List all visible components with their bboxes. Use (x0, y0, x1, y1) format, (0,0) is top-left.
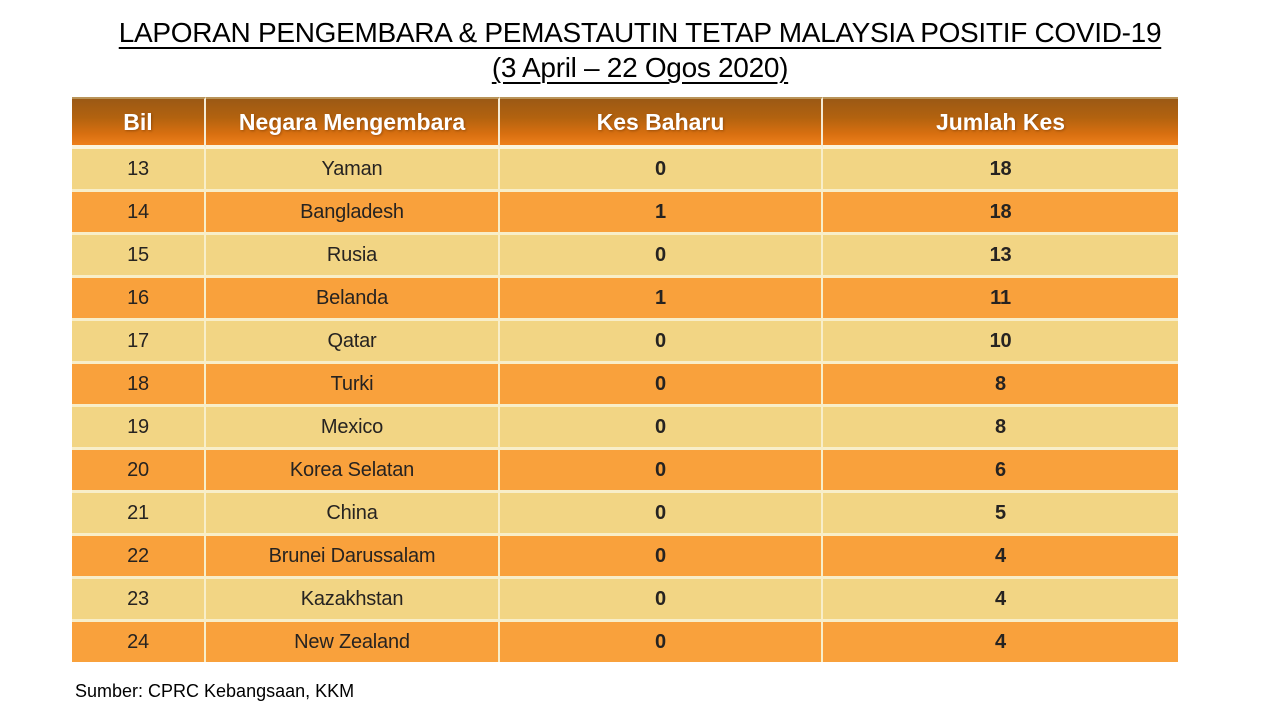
cell-country: Kazakhstan (206, 579, 500, 622)
column-header-kes-baharu: Kes Baharu (500, 97, 823, 149)
table-row (72, 579, 1178, 622)
cell-bil: 14 (72, 192, 206, 235)
cell-country: Brunei Darussalam (206, 536, 500, 579)
cell-bil: 13 (72, 149, 206, 192)
title-line-2: (3 April – 22 Ogos 2020) (491, 52, 789, 83)
cell-country: China (206, 493, 500, 536)
data-table (72, 97, 1178, 662)
table-row (72, 493, 1178, 536)
table-row (72, 536, 1178, 579)
cell-new-cases: 0 (500, 493, 823, 536)
page-title (0, 15, 1280, 85)
footer-source: Sumber: CPRC Kebangsaan, KKM (75, 681, 355, 701)
cell-country: Korea Selatan (206, 450, 500, 493)
cell-total-cases: 4 (823, 622, 1178, 662)
cell-bil: 19 (72, 407, 206, 450)
cell-total-cases: 10 (823, 321, 1178, 364)
cell-new-cases: 0 (500, 149, 823, 192)
column-header-bil: Bil (72, 97, 206, 149)
table-body (72, 149, 1178, 662)
table-row (72, 235, 1178, 278)
cell-total-cases: 5 (823, 493, 1178, 536)
cell-bil: 24 (72, 622, 206, 662)
table-row (72, 321, 1178, 364)
cell-new-cases: 1 (500, 278, 823, 321)
cell-total-cases: 4 (823, 536, 1178, 579)
cell-new-cases: 0 (500, 450, 823, 493)
table-row (72, 192, 1178, 235)
cell-new-cases: 1 (500, 192, 823, 235)
cell-country: Belanda (206, 278, 500, 321)
cell-bil: 18 (72, 364, 206, 407)
cell-new-cases: 0 (500, 235, 823, 278)
cell-country: Yaman (206, 149, 500, 192)
cell-country: Mexico (206, 407, 500, 450)
cell-new-cases: 0 (500, 364, 823, 407)
cell-new-cases: 0 (500, 622, 823, 662)
cell-country: Bangladesh (206, 192, 500, 235)
cell-bil: 17 (72, 321, 206, 364)
cell-bil: 21 (72, 493, 206, 536)
table-header-row (72, 97, 1178, 149)
cell-total-cases: 8 (823, 407, 1178, 450)
cell-new-cases: 0 (500, 407, 823, 450)
cell-total-cases: 6 (823, 450, 1178, 493)
cell-country: Turki (206, 364, 500, 407)
table-row (72, 450, 1178, 493)
cell-new-cases: 0 (500, 579, 823, 622)
cell-total-cases: 18 (823, 149, 1178, 192)
table-row (72, 278, 1178, 321)
cell-bil: 22 (72, 536, 206, 579)
cell-bil: 15 (72, 235, 206, 278)
cell-new-cases: 0 (500, 321, 823, 364)
cell-bil: 16 (72, 278, 206, 321)
column-header-jumlah-kes: Jumlah Kes (823, 97, 1178, 149)
table-row (72, 407, 1178, 450)
cell-bil: 20 (72, 450, 206, 493)
table-row (72, 364, 1178, 407)
cell-total-cases: 13 (823, 235, 1178, 278)
cell-country: Qatar (206, 321, 500, 364)
table-row (72, 149, 1178, 192)
cell-total-cases: 18 (823, 192, 1178, 235)
cell-total-cases: 8 (823, 364, 1178, 407)
cell-total-cases: 4 (823, 579, 1178, 622)
cell-country: New Zealand (206, 622, 500, 662)
cell-new-cases: 0 (500, 536, 823, 579)
cell-bil: 23 (72, 579, 206, 622)
cell-country: Rusia (206, 235, 500, 278)
cell-total-cases: 11 (823, 278, 1178, 321)
table-row (72, 622, 1178, 662)
column-header-negara: Negara Mengembara (206, 97, 500, 149)
title-line-1: LAPORAN PENGEMBARA & PEMASTAUTIN TETAP MALAYSIA POSITIF COVID-19 (118, 17, 1162, 48)
